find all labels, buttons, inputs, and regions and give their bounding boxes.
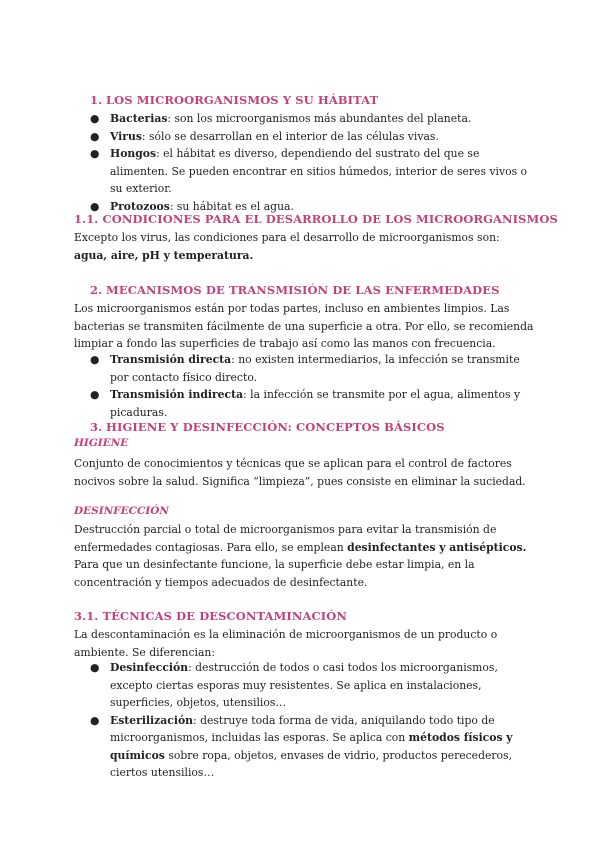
- list-item: ● Desinfección: destrucción de todos o casi todos los microorganismos, excepto ciertas esporas muy resistentes. Se aplica en instalaciones, superficies, objetos, utensilios…: [90, 661, 498, 709]
- section-2-heading: [90, 283, 500, 297]
- higiene-paragraph: Conjunto de conocimientos y técnicas que se aplican para el control de factores nocivos sobre la salud. Significa “limpieza”, pues consiste en eliminar la suciedad.: [74, 457, 526, 488]
- section-number: 3.: [90, 420, 103, 434]
- list-item: ● Virus: sólo se desarrollan en el interior de las células vivas.: [90, 128, 530, 146]
- bullet-icon: ●: [90, 147, 100, 160]
- desinfeccion-paragraph: Destrucción parcial o total de microorganismos para evitar la transmisión de enfermedades contagiosas. Para ello, se emplean desinfectantes y antisépticos. Para que un desinfectante funcione, la superficie debe estar limpia, en la concentración y tiempos adecuados de desinfectante.: [74, 523, 527, 589]
- section-1-1-heading: 1.1. CONDICIONES PARA EL DESARROLLO DE LOS MICROORGANISMOS: [74, 212, 558, 226]
- section-3-1-heading: 3.1. TÉCNICAS DE DESCONTAMINACIÓN: [74, 609, 347, 623]
- list-item: ● Hongos: el hábitat es diverso, dependiendo del sustrato del que se alimenten. Se pueden encontrar en sitios húmedos, interior de seres vivos o su exterior.: [90, 147, 528, 195]
- transmission-paragraph: Los microorganismos están por todas partes, incluso en ambientes limpios. Las bacterias se transmiten fácilmente de una superficie a otra. Por ello, se recomienda limpiar a fondo las superficies de trabajo así como las manos con frecuencia.: [74, 302, 534, 350]
- section-3-heading: [90, 420, 445, 434]
- transmission-list: [90, 351, 530, 421]
- bullet-icon: ●: [90, 388, 100, 401]
- bullet-icon: ●: [90, 661, 100, 674]
- section-number: 1.: [90, 93, 103, 107]
- section-title: LOS MICROORGANISMOS Y SU HÁBITAT: [106, 93, 379, 107]
- habitat-list: [90, 110, 530, 215]
- conditions-paragraph: Excepto los virus, las condiciones para el desarrollo de microorganismos son: agua, aire, pH y temperatura.: [74, 231, 500, 262]
- bullet-icon: ●: [90, 199, 100, 213]
- bullet-icon: ●: [90, 353, 100, 366]
- bullet-icon: ●: [90, 713, 100, 727]
- decontamination-list: [90, 659, 530, 782]
- section-number: 2.: [90, 283, 103, 297]
- list-item: ● Transmisión indirecta: la infección se transmite por el agua, alimentos y picaduras.: [90, 388, 521, 419]
- section-1-heading: [90, 93, 378, 107]
- list-item: ● Transmisión directa: no existen intermediarios, la infección se transmite por contacto físico directo.: [90, 353, 520, 384]
- section-title: MECANISMOS DE TRANSMISIÓN DE LAS ENFERMEDADES: [106, 283, 500, 297]
- desinfeccion-subheading: DESINFECCIÓN: [74, 505, 170, 517]
- list-item: ● Esterilización: destruye toda forma de vida, aniquilando todo tipo de microorganismos, incluidas las esporas. Se aplica con métodos físicos y químicos sobre ropa, objetos, envases de vidrio, productos perecederos, ciertos utensilios…: [90, 713, 513, 779]
- bullet-icon: ●: [90, 129, 100, 143]
- decontamination-paragraph: La descontaminación es la eliminación de microorganismos de un producto o ambiente. Se diferencian:: [74, 628, 498, 659]
- higiene-subheading: HIGIENE: [74, 437, 129, 449]
- list-item: ● Protozoos: su hábitat es el agua.: [90, 198, 530, 216]
- section-title: HIGIENE Y DESINFECCIÓN: CONCEPTOS BÁSICOS: [106, 420, 445, 434]
- bullet-icon: ●: [90, 112, 100, 125]
- list-item: ● Bacterias: son los microorganismos más abundantes del planeta.: [90, 110, 530, 128]
